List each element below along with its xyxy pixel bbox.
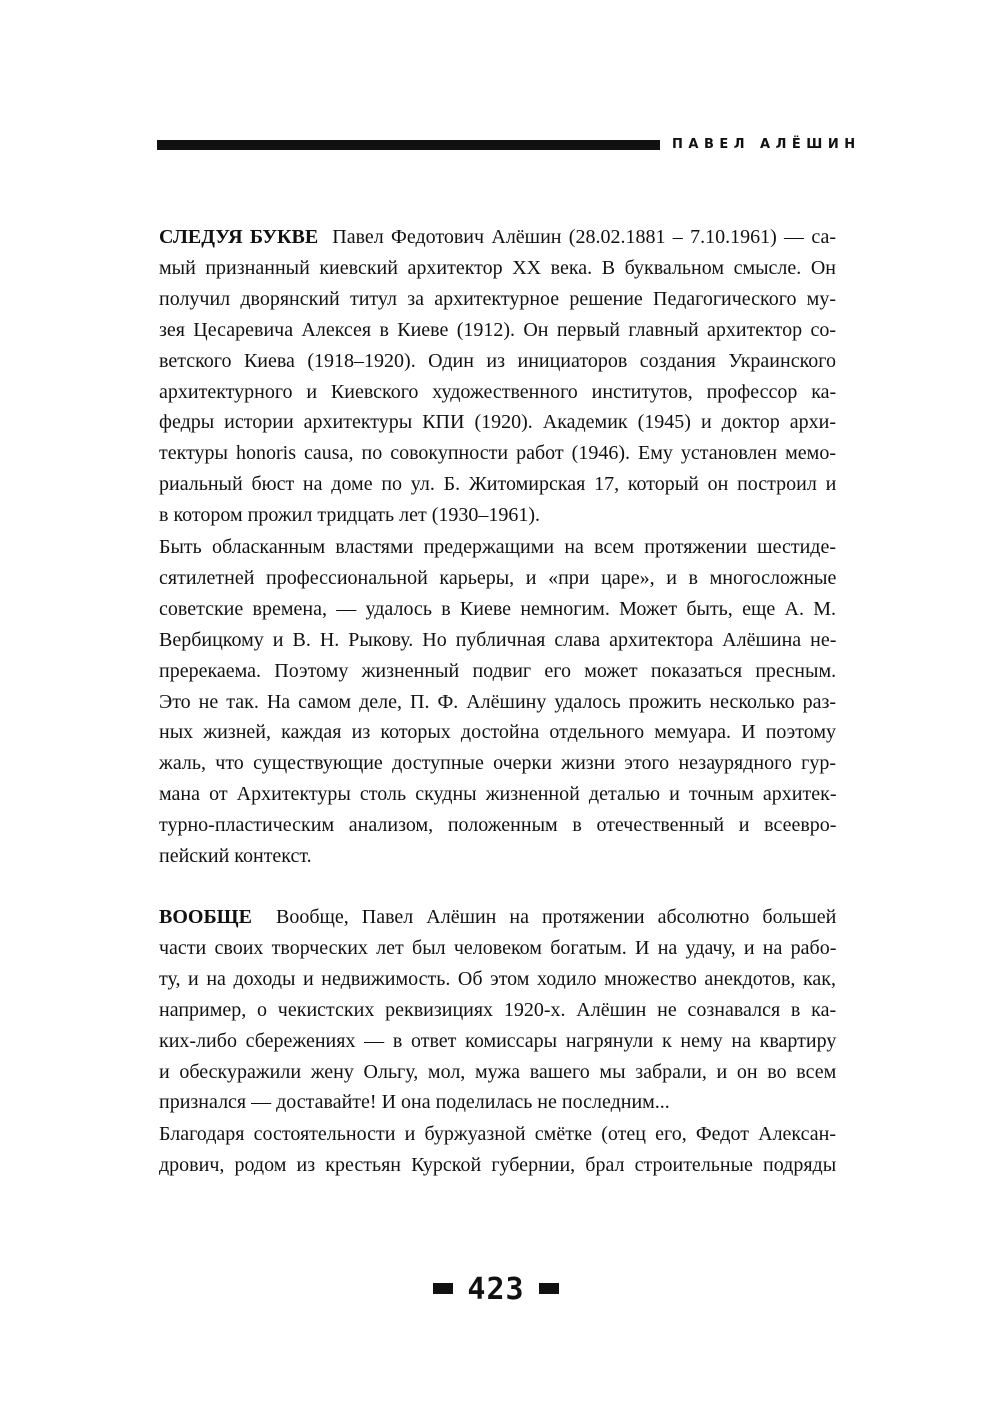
text-line: мана от Архитектуры столь скудны жизненной деталью и точным архитек- [159,783,837,806]
text-line: СЛЕДУЯ БУКВЕ Павел Федотович Алёшин (28.02.1881 – 7.10.1961) — са- [159,226,836,248]
text-line: турно-пластическим анализом, положенным в отечественный и всеевро- [159,814,837,837]
text-line: и обескуражили жену Ольгу, мол, мужа вашего мы забрали, и он во всем [159,1060,837,1083]
section-heading: СЛЕДУЯ БУКВЕ [159,226,319,248]
text-line: ветского Киева (1918–1920). Один из инициаторов создания Украинского [159,349,836,372]
running-head-rule [157,140,660,150]
text-line: Быть обласканным властями предержащими на всем протяжении шестиде- [159,536,836,558]
text-line: Благодаря состоятельности и буржуазной смётке (отец его, Федот Алексан- [159,1123,836,1145]
text-line: советские времена, — удалось в Киеве немногим. Может быть, еще А. М. [159,597,836,620]
text-line: признался — доставайте! И она поделилась не последним... [159,1091,670,1114]
folio-square-right-icon [539,1283,559,1294]
running-head: ПАВЕЛ АЛЁШИН [672,137,861,152]
text-line: жаль, что существующие доступные очерки жизни этого незаурядного гур- [159,752,836,775]
text-line: ных жизней, каждая из которых достойна отдельного мемуара. И поэтому [159,721,836,744]
text-line: сятилетней профессиональной карьеры, и «при царе», и в многосложные [159,566,837,589]
page-number: 423 [467,1272,525,1307]
text-line: риальный бюст на доме по ул. Б. Житомирская 17, который он построил и [159,473,837,496]
paragraph-voobshe [159,902,836,1118]
text-line: в котором прожил тридцать лет (1930–1961). [159,504,541,527]
text-line: части своих творческих лет был человеком богатым. И на удачу, и на рабо- [159,936,837,959]
text-line: Это не так. На самом деле, П. Ф. Алёшину удалось прожить несколько раз- [159,690,837,713]
text-line: федры истории архитектуры КПИ (1920). Академик (1945) и доктор архи- [159,411,836,434]
page-folio [0,1272,992,1308]
text-line: архитектурного и Киевского художественного институтов, профессор ка- [159,380,837,403]
text-line: зея Цесаревича Алексея в Киеве (1912). Он первый главный архитектор со- [159,318,836,341]
text-line: тектуры honoris causa, по совокупности работ (1946). Ему установлен мемо- [159,442,836,465]
text-line: пререкаема. Поэтому жизненный подвиг его может показаться пресным. [159,659,837,682]
paragraph-sledya-bukve [159,222,836,531]
text-line: мый признанный киевский архитектор XX века. В буквальном смысле. Он [159,256,836,279]
folio-square-left-icon [433,1283,453,1294]
section-heading: ВООБЩЕ [159,906,252,928]
paragraph-continuation-1 [159,532,836,872]
paragraph-continuation-2 [159,1119,836,1181]
text-line: пейский контекст. [159,845,312,868]
text-line: ту, и на доходы и недвижимость. Об этом ходило множество анекдотов, как, [159,967,836,990]
text-line: например, о чекистских реквизициях 1920-х. Алёшин не сознавался в ка- [159,998,837,1021]
text-line: дрович, родом из крестьян Курской губернии, брал строительные подряды [159,1153,837,1176]
text-line: ВООБЩЕ Вообще, Павел Алёшин на протяжении абсолютно большей [159,906,837,928]
text-line: Вербицкому и В. Н. Рыкову. Но публичная слава архитектора Алёшина не- [159,628,837,651]
text-line: ких-либо сбережениях — в ответ комиссары нагрянули к нему на квартиру [159,1029,837,1052]
text-line: получил дворянский титул за архитектурное решение Педагогического му- [159,287,836,310]
